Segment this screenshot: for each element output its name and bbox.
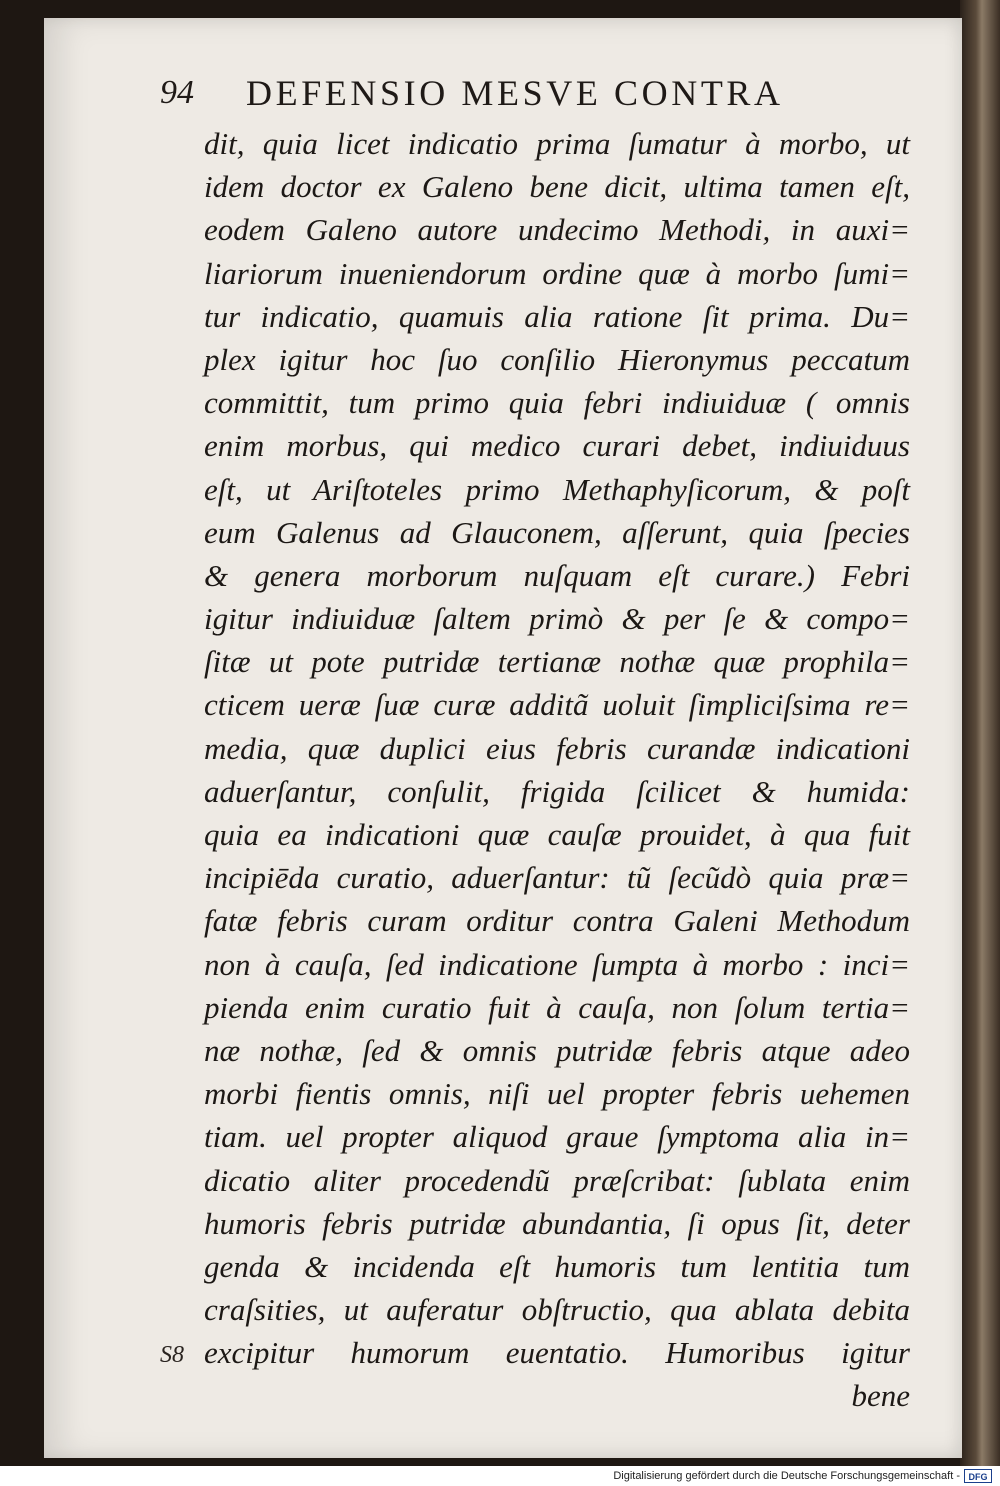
text-line: morbi fientis omnis, niſi uel propter febris uehemen — [204, 1076, 910, 1112]
running-head — [160, 68, 870, 118]
catchword: bene — [851, 1378, 910, 1414]
text-line: craſsities, ut auferatur obſtructio, qua ablata debita — [204, 1292, 910, 1328]
text-line: eſt, ut Ariſtoteles primo Methaphyſicorum, & poſt — [204, 471, 910, 507]
text-line: tur indicatio, quamuis alia ratione ſit prima. Du= — [204, 298, 910, 334]
text-line: dicatio aliter procedendũ præſcribat: ſublata enim — [204, 1162, 910, 1198]
footer-credit: Digitalisierung gefördert durch die Deutsche Forschungsgemeinschaft - — [613, 1470, 960, 1482]
text-line: humoris febris putridæ abundantia, ſi opus ſit, deter — [204, 1205, 910, 1241]
dfg-logo-icon: DFG — [964, 1469, 992, 1483]
text-line: tiam. uel propter aliquod graue ſymptoma alia in= — [204, 1119, 910, 1155]
signature-mark: S8 — [160, 1342, 184, 1368]
text-line: idem doctor ex Galeno bene dicit, ultima tamen eſt, — [204, 169, 910, 205]
text-line: excipitur humorum euentatio. Humoribus igitur — [204, 1335, 910, 1371]
text-line: genda & incidenda eſt humoris tum lentitia tum — [204, 1248, 910, 1284]
page-number: 94 — [160, 74, 194, 111]
text-line: cticem ueræ ſuæ curæ additã uoluit ſimpliciſsima re= — [204, 687, 910, 723]
text-line: plex igitur hoc ſuo conſilio Hieronymus peccatum — [204, 341, 910, 377]
text-line: fatæ febris curam orditur contra Galeni Methodum — [204, 903, 910, 939]
text-line: media, quæ duplici eius febris curandæ indicationi — [204, 730, 910, 766]
text-line: quia ea indicationi quæ cauſæ prouidet, à qua fuit — [204, 817, 910, 852]
book-page-edge — [960, 0, 1000, 1466]
text-line: enim morbus, qui medico curari debet, indiuiduus — [204, 428, 910, 464]
text-line: dit, quia licet indicatio prima ſumatur à morbo, ut — [204, 126, 910, 161]
text-line: eodem Galeno autore undecimo Methodi, in auxi= — [204, 212, 910, 248]
text-line: incipiēda curatio, aduerſantur: tũ ſecũdò quia præ= — [204, 860, 910, 896]
text-line: & genera morborum nuſquam eſt curare.) Febri — [204, 557, 910, 593]
body-text — [204, 122, 910, 1418]
running-head-title: DEFENSIO MESVE CONTRA — [246, 73, 784, 113]
text-line: liariorum inueniendorum ordine quæ à morbo ſumi= — [204, 255, 910, 291]
text-line: aduerſantur, conſulit, frigida ſcilicet & humida: — [204, 773, 910, 809]
text-line: næ nothæ, ſed & omnis putridæ febris atque adeo — [204, 1032, 910, 1068]
text-line: eum Galenus ad Glauconem, aſſerunt, quia ſpecies — [204, 514, 910, 550]
text-line: committit, tum primo quia febri indiuiduæ ( omnis — [204, 385, 910, 421]
text-line: non à cauſa, ſed indicatione ſumpta à morbo : inci= — [204, 946, 910, 982]
text-line: igitur indiuiduæ ſaltem primò & per ſe & compo= — [204, 601, 910, 637]
text-line: ſitæ ut pote putridæ tertianæ nothæ quæ prophila= — [204, 644, 910, 680]
text-line: pienda enim curatio fuit à cauſa, non ſolum tertia= — [204, 989, 910, 1025]
footer-bar — [0, 1466, 1000, 1486]
